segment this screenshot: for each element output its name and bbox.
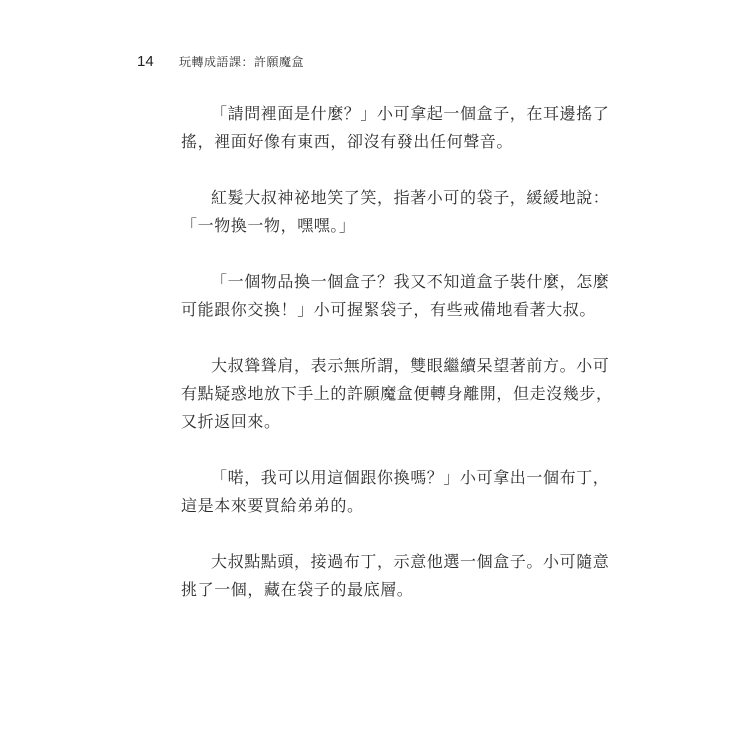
running-title: 玩轉成語課：許願魔盒 (179, 55, 305, 69)
paragraph-line: 有點疑惑地放下手上的許願魔盒便轉身離開，但走沒幾步， (181, 384, 613, 403)
paragraph (181, 548, 610, 604)
paragraph-line: 大叔聳聳肩，表示無所謂，雙眼繼續呆望著前方。小可 (211, 356, 610, 375)
paragraph-line: 「一個物品換一個盒子？我又不知道盒子裝什麼，怎麼 (211, 272, 610, 291)
paragraph-line: 「請問裡面是什麼？」小可拿起一個盒子，在耳邊搖了 (211, 104, 610, 123)
paragraph-line: 又折返回來。 (181, 412, 281, 431)
body-text (181, 100, 613, 632)
paragraph-line: 這是本來要買給弟弟的。 (181, 496, 364, 515)
paragraph-line: 「一物換一物，嘿嘿。」 (181, 216, 356, 235)
paragraph-line: 挑了一個，藏在袋子的最底層。 (181, 580, 414, 599)
paragraph (181, 268, 610, 324)
page-header (137, 53, 304, 70)
paragraph (181, 464, 610, 520)
paragraph-line: 搖，裡面好像有東西，卻沒有發出任何聲音。 (181, 132, 514, 151)
paragraph-line: 「喏，我可以用這個跟你換嗎？」小可拿出一個布丁， (211, 468, 610, 487)
paragraph (181, 352, 613, 436)
page-number: 14 (137, 53, 154, 70)
paragraph-line: 紅髮大叔神祕地笑了笑，指著小可的袋子，緩緩地說： (211, 188, 610, 207)
paragraph-line: 大叔點點頭，接過布丁，示意他選一個盒子。小可隨意 (211, 552, 610, 571)
paragraph (181, 100, 610, 156)
paragraph (181, 184, 610, 240)
paragraph-line: 可能跟你交換！」小可握緊袋子，有些戒備地看著大叔。 (181, 300, 597, 319)
